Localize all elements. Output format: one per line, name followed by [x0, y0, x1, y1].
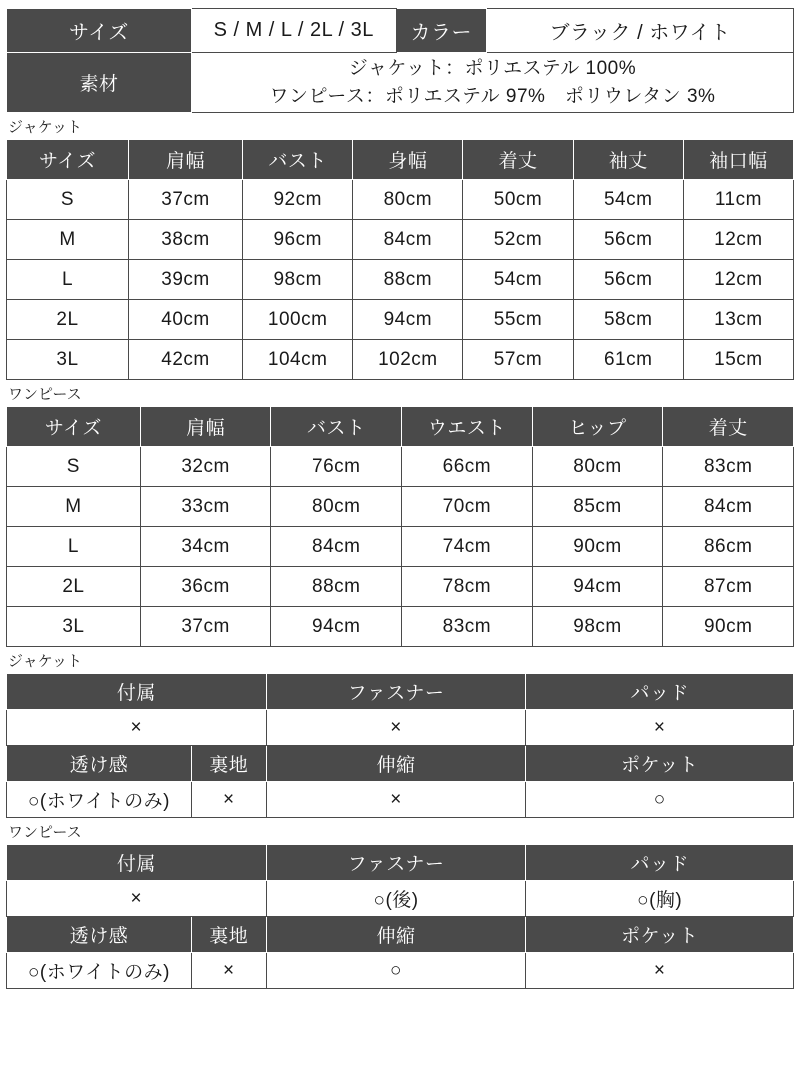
table-row [7, 180, 794, 220]
cell: 34cm [140, 527, 271, 567]
jacket-measurements-table [6, 139, 794, 380]
cell: 83cm [402, 607, 533, 647]
table-row [7, 607, 794, 647]
col-header: 肩幅 [128, 140, 242, 180]
col-header: 伸縮 [266, 917, 526, 953]
size-header: サイズ [7, 9, 192, 53]
cell: 54cm [573, 180, 683, 220]
col-header: バスト [243, 140, 353, 180]
col-header: パッド [526, 674, 794, 710]
table-row [7, 953, 794, 989]
cell: × [7, 881, 267, 917]
col-header: 着丈 [463, 140, 573, 180]
table-header-row [7, 845, 794, 881]
col-header: サイズ [7, 407, 141, 447]
col-header: 伸縮 [266, 746, 526, 782]
table-row [7, 260, 794, 300]
cell: 3L [7, 340, 129, 380]
table-header-row [7, 407, 794, 447]
cell: 80cm [271, 487, 402, 527]
table-header-row [7, 746, 794, 782]
cell: 3L [7, 607, 141, 647]
material-line-jacket: ジャケット：ポリエステル 100% [348, 58, 637, 79]
material-line-onepiece: ワンピース：ポリエステル 97% ポリウレタン 3% [269, 85, 716, 107]
col-header: ポケット [526, 746, 794, 782]
table-row [7, 447, 794, 487]
table-row [7, 710, 794, 746]
cell: 94cm [532, 567, 663, 607]
cell: × [7, 710, 267, 746]
cell: × [266, 710, 526, 746]
col-header: ファスナー [266, 674, 526, 710]
onepiece-attributes-title: ワンピース [8, 824, 82, 842]
table-row [7, 53, 794, 113]
col-header: バスト [271, 407, 402, 447]
cell: 39cm [128, 260, 242, 300]
col-header: ウエスト [402, 407, 533, 447]
cell: S [7, 447, 141, 487]
cell: 12cm [683, 220, 793, 260]
table-row [7, 9, 794, 53]
cell: 88cm [353, 260, 463, 300]
cell: ○(胸) [526, 881, 794, 917]
cell: 2L [7, 300, 129, 340]
col-header: 透け感 [7, 746, 192, 782]
cell: 84cm [663, 487, 794, 527]
table-header-row [7, 917, 794, 953]
table-row [7, 487, 794, 527]
cell: 80cm [532, 447, 663, 487]
cell: 94cm [353, 300, 463, 340]
cell: 87cm [663, 567, 794, 607]
table-row [7, 881, 794, 917]
onepiece-measurements-title: ワンピース [8, 386, 82, 404]
col-header: 付属 [7, 845, 267, 881]
cell: 56cm [573, 220, 683, 260]
col-header: 袖丈 [573, 140, 683, 180]
table-row [7, 567, 794, 607]
jacket-measurements-title: ジャケット [8, 119, 82, 137]
cell: 2L [7, 567, 141, 607]
col-header: 裏地 [191, 746, 266, 782]
col-header: サイズ [7, 140, 129, 180]
cell: S [7, 180, 129, 220]
cell: × [526, 710, 794, 746]
table-row [7, 300, 794, 340]
cell: × [526, 953, 794, 989]
col-header: ヒップ [532, 407, 663, 447]
cell: 37cm [128, 180, 242, 220]
cell: 92cm [243, 180, 353, 220]
cell: 57cm [463, 340, 573, 380]
col-header: 裏地 [191, 917, 266, 953]
cell: 78cm [402, 567, 533, 607]
cell: 66cm [402, 447, 533, 487]
table-row [7, 220, 794, 260]
jacket-attributes-table [6, 673, 794, 818]
cell: M [7, 487, 141, 527]
cell: × [191, 953, 266, 989]
cell: 98cm [243, 260, 353, 300]
col-header: 着丈 [663, 407, 794, 447]
cell: 90cm [532, 527, 663, 567]
cell: L [7, 260, 129, 300]
cell: 38cm [128, 220, 242, 260]
table-row [7, 340, 794, 380]
onepiece-measurements-table [6, 406, 794, 647]
cell: 88cm [271, 567, 402, 607]
cell: ○(後) [266, 881, 526, 917]
cell: ○(ホワイトのみ) [7, 782, 192, 818]
cell: 83cm [663, 447, 794, 487]
cell: 42cm [128, 340, 242, 380]
cell: 36cm [140, 567, 271, 607]
col-header: ポケット [526, 917, 794, 953]
cell: 70cm [402, 487, 533, 527]
jacket-attributes-title: ジャケット [8, 653, 82, 671]
col-header: ファスナー [266, 845, 526, 881]
cell: 11cm [683, 180, 793, 220]
cell: 54cm [463, 260, 573, 300]
cell: 86cm [663, 527, 794, 567]
cell: × [266, 782, 526, 818]
cell: 33cm [140, 487, 271, 527]
cell: 56cm [573, 260, 683, 300]
cell: 74cm [402, 527, 533, 567]
cell: 104cm [243, 340, 353, 380]
cell: 84cm [353, 220, 463, 260]
cell: 98cm [532, 607, 663, 647]
cell: 40cm [128, 300, 242, 340]
cell: L [7, 527, 141, 567]
col-header: 透け感 [7, 917, 192, 953]
color-header: カラー [396, 9, 487, 53]
material-header: 素材 [7, 53, 192, 113]
cell: 102cm [353, 340, 463, 380]
onepiece-attributes-table [6, 844, 794, 989]
cell: × [191, 782, 266, 818]
col-header: パッド [526, 845, 794, 881]
cell: 96cm [243, 220, 353, 260]
cell: 58cm [573, 300, 683, 340]
col-header: 付属 [7, 674, 267, 710]
cell: 13cm [683, 300, 793, 340]
cell: 37cm [140, 607, 271, 647]
cell: 76cm [271, 447, 402, 487]
cell: 12cm [683, 260, 793, 300]
col-header: 身幅 [353, 140, 463, 180]
cell: 55cm [463, 300, 573, 340]
size-value: S / M / L / 2L / 3L [191, 9, 396, 53]
cell: 52cm [463, 220, 573, 260]
spec-table [6, 8, 794, 113]
cell: 50cm [463, 180, 573, 220]
cell: ○ [526, 782, 794, 818]
col-header: 袖口幅 [683, 140, 793, 180]
col-header: 肩幅 [140, 407, 271, 447]
table-row [7, 782, 794, 818]
material-value [191, 53, 793, 113]
color-value: ブラック / ホワイト [487, 9, 794, 53]
table-row [7, 527, 794, 567]
cell: 61cm [573, 340, 683, 380]
cell: ○(ホワイトのみ) [7, 953, 192, 989]
cell: 80cm [353, 180, 463, 220]
cell: 94cm [271, 607, 402, 647]
table-header-row [7, 140, 794, 180]
table-header-row [7, 674, 794, 710]
cell: ○ [266, 953, 526, 989]
cell: 90cm [663, 607, 794, 647]
cell: 32cm [140, 447, 271, 487]
cell: 85cm [532, 487, 663, 527]
cell: 100cm [243, 300, 353, 340]
cell: M [7, 220, 129, 260]
cell: 84cm [271, 527, 402, 567]
cell: 15cm [683, 340, 793, 380]
